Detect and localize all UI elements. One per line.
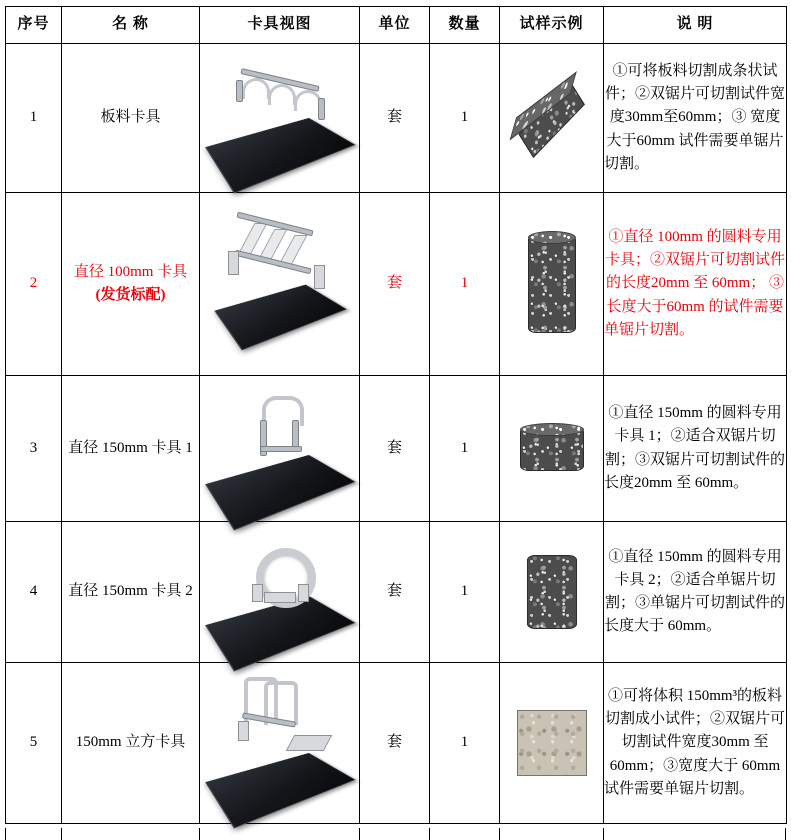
cell-name-line1: 直径 100mm 卡具	[73, 263, 188, 280]
cube-150-fixture-illustration	[206, 663, 354, 823]
cell-view	[200, 522, 360, 663]
cell-index: 1	[6, 44, 62, 193]
cell-description: ①可将体积 150mm³的板料切割成小试件；②双锯片可切割试件宽度30mm 至 60mm；③宽度大于 60mm 试件需要单锯片切割。	[604, 663, 787, 824]
column-header-unit: 单位	[360, 7, 430, 44]
cell-view	[200, 376, 360, 522]
cell-sample	[500, 376, 604, 522]
d150-fixture-1-illustration	[206, 376, 354, 521]
cell-sample	[500, 663, 604, 824]
fixtures-table	[5, 6, 787, 824]
cell-quantity: 1	[430, 522, 500, 663]
cell-unit: 套	[360, 663, 430, 824]
granite-prism-specimen	[504, 44, 600, 192]
concrete-cube-specimen	[504, 663, 600, 823]
cell-name	[62, 193, 200, 376]
cell-index: 5	[6, 663, 62, 824]
cell-quantity: 1	[430, 663, 500, 824]
column-header-quantity: 数量	[430, 7, 500, 44]
table-row	[6, 663, 787, 824]
granite-tall-cylinder-specimen	[504, 193, 600, 375]
table-row	[6, 193, 787, 376]
table-row	[6, 522, 787, 663]
cell-quantity: 1	[430, 193, 500, 376]
cell-description: ①直径 150mm 的圆料专用卡具 2；②适合单锯片切割；③单锯片可切割试件的长度大于 60mm。	[604, 522, 787, 663]
cell-sample	[500, 44, 604, 193]
table-header-row	[6, 7, 787, 44]
cell-name: 直径 150mm 卡具 1	[62, 376, 200, 522]
cell-name: 板料卡具	[62, 44, 200, 193]
cell-index: 3	[6, 376, 62, 522]
cell-view	[200, 663, 360, 824]
cell-view	[200, 193, 360, 376]
granite-short-cylinder-specimen	[504, 376, 600, 521]
table-row	[6, 376, 787, 522]
cell-name: 直径 150mm 卡具 2	[62, 522, 200, 663]
table-continuation-stub	[5, 828, 786, 840]
column-header-sample: 试样示例	[500, 7, 604, 44]
cell-name-line2: (发货标配)	[95, 287, 166, 303]
cell-view	[200, 44, 360, 193]
table-row	[6, 44, 787, 193]
cell-unit: 套	[360, 376, 430, 522]
cell-description: ①可将板料切割成条状试件；②双锯片可切割试件宽度30mm至60mm；③ 宽度大于60mm 试件需要单锯片切割。	[604, 44, 787, 193]
cell-unit: 套	[360, 522, 430, 663]
cell-quantity: 1	[430, 44, 500, 193]
column-header-index: 序号	[6, 7, 62, 44]
cell-index: 2	[6, 193, 62, 376]
column-header-name: 名 称	[62, 7, 200, 44]
column-header-view: 卡具视图	[200, 7, 360, 44]
cell-name: 150mm 立方卡具	[62, 663, 200, 824]
cell-quantity: 1	[430, 376, 500, 522]
cell-index: 4	[6, 522, 62, 663]
cell-sample	[500, 193, 604, 376]
column-header-description: 说 明	[604, 7, 787, 44]
cell-description: ①直径 150mm 的圆料专用卡具 1；②适合双锯片切割；③双锯片可切割试件的长度20mm 至 60mm。	[604, 376, 787, 522]
granite-medium-cylinder-specimen	[504, 522, 600, 662]
cell-unit: 套	[360, 193, 430, 376]
cell-unit: 套	[360, 44, 430, 193]
plate-fixture-illustration	[206, 44, 354, 192]
d100-fixture-illustration	[206, 193, 354, 375]
cell-sample	[500, 522, 604, 663]
d150-fixture-2-illustration	[206, 522, 354, 662]
cell-description: ①直径 100mm 的圆料专用卡具；②双锯片可切割试件的长度20mm 至 60mm； ③ 长度大于60mm 的试件需要单锯片切割。	[604, 193, 787, 376]
